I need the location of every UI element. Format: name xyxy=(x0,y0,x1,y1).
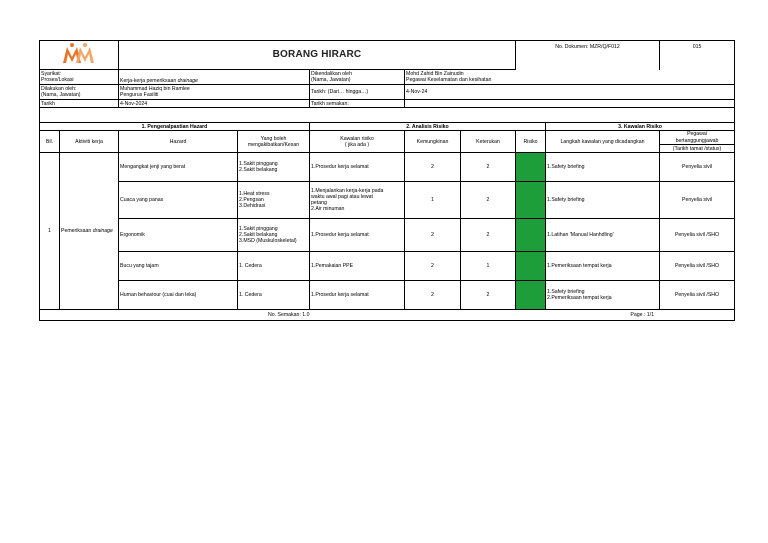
control-line: 1.Menjalankan kerja-kerja pada xyxy=(311,187,384,194)
col-pic-line1: Pegawai xyxy=(687,131,707,138)
likelihood-cell: 2 xyxy=(405,219,461,252)
table-row xyxy=(40,219,735,252)
control-line: waktu awal pagi atau lewat xyxy=(311,194,373,200)
col-pic xyxy=(660,131,735,153)
hirarc-form xyxy=(39,40,734,321)
pic-cell: Penyelia sivil /SHO xyxy=(660,219,735,252)
date-range-value: 4-Nov-24 xyxy=(405,85,735,100)
form-table xyxy=(39,40,735,321)
effect-cell xyxy=(238,153,310,182)
document-number-label: No. Dokumen: MZR/Q/F012 xyxy=(516,41,660,70)
control-line: petang xyxy=(311,200,327,207)
revision-number: No. Semakan: 1.0 xyxy=(40,310,405,321)
company-logo xyxy=(59,41,99,67)
measure-cell xyxy=(546,219,660,252)
done-by-value-cell xyxy=(119,85,310,100)
measure-cell xyxy=(546,252,660,281)
control-cell xyxy=(310,153,405,182)
control-line: 1.Pemakaian PPE xyxy=(311,263,354,270)
effect-cell xyxy=(238,182,310,219)
hazard-cell: Cuaca yang panas xyxy=(119,182,238,219)
form-title: BORANG HIRARC xyxy=(119,41,516,70)
review-date-value xyxy=(405,100,735,108)
col-bil: Bil. xyxy=(40,131,60,153)
company-label: Syarikat: xyxy=(41,71,62,77)
col-likelihood: Kemungkinan xyxy=(405,131,461,153)
risk-cell: 2 xyxy=(516,252,546,281)
pic-cell: Penyelia sivil xyxy=(660,153,735,182)
controlled-by-sub: (Nama, Jawatan) xyxy=(311,77,351,84)
severity-cell: 2 xyxy=(461,281,516,310)
effect-cell xyxy=(238,281,310,310)
col-pic-line2: bertanggungjawab xyxy=(675,137,719,144)
effect-line: 1.Sakit pinggang xyxy=(239,161,278,167)
effect-line: 3.MSD (Muskuloskeletal) xyxy=(239,238,297,245)
measure-line: 1.Safety briefing xyxy=(547,197,585,204)
table-row xyxy=(40,281,735,310)
measure-line: 1.Pemeriksaan tempat kerja xyxy=(547,263,612,270)
col-effect-line1: Yang boleh xyxy=(260,135,287,142)
controlled-by-position: Pegawai Keselamatan dan kesihatan xyxy=(406,77,492,84)
done-by-label: Dilakukan oleh: xyxy=(41,86,77,92)
effect-line: 1. Cedera xyxy=(239,263,262,270)
activity-name-emphasis: drainage xyxy=(92,228,113,235)
risk-cell: 2 xyxy=(516,182,546,219)
controlled-by-name: Mohd Zahid Bin Zainudin xyxy=(406,71,464,77)
table-row xyxy=(40,153,735,182)
measure-cell xyxy=(546,281,660,310)
control-line: 1.Prosedur kerja selamat xyxy=(311,292,369,299)
effect-line: 3.Dehidrasi xyxy=(239,203,266,210)
col-effect-line2: mengakibatkan/Kesan xyxy=(247,141,300,148)
severity-cell: 2 xyxy=(461,182,516,219)
control-cell xyxy=(310,182,405,219)
hazard-cell: Bucu yang tajam xyxy=(119,252,238,281)
logo-cell xyxy=(40,41,119,70)
done-by-label-cell xyxy=(40,85,119,100)
measure-line: 2.Pemeriksaan tempat kerja xyxy=(547,295,612,302)
process-value-text: Kerja-kerja pemeriksaan xyxy=(120,78,178,84)
controlled-by-label-cell xyxy=(310,70,405,85)
process-label: Proses/Lokasi xyxy=(41,77,74,84)
company-label-cell xyxy=(40,70,119,85)
severity-cell: 2 xyxy=(461,153,516,182)
activity-name xyxy=(60,153,119,310)
likelihood-cell: 1 xyxy=(405,182,461,219)
hazard-cell: Ergonomik xyxy=(119,219,238,252)
control-line: 1.Prosedur kerja selamat xyxy=(311,232,369,239)
col-pic-line3: (Tarikh tamat /status) xyxy=(660,144,734,152)
section-risk-analysis: 2. Analisis Risiko xyxy=(310,123,546,131)
risk-cell: 4 xyxy=(516,219,546,252)
done-by-sub: (Nama, Jawatan) xyxy=(41,92,81,99)
section-risk-control: 3. Kawalan Risiko xyxy=(546,123,735,131)
measure-line: 1.Safety briefing xyxy=(547,289,585,295)
measure-line: 1.Latihan 'Manual Hanhdling' xyxy=(547,232,614,239)
control-cell xyxy=(310,281,405,310)
risk-cell: 4 xyxy=(516,281,546,310)
col-effect xyxy=(238,131,310,153)
likelihood-cell: 2 xyxy=(405,281,461,310)
col-hazard: Hazard xyxy=(119,131,238,153)
effect-line: 1.Heat stress xyxy=(239,190,270,197)
effect-line: 2.Pengsan xyxy=(239,197,264,204)
severity-cell: 1 xyxy=(461,252,516,281)
process-value-emphasis: drainage xyxy=(177,78,198,84)
hazard-cell: Mengangkat jenji yang berat xyxy=(119,153,238,182)
spacer-row xyxy=(40,108,735,123)
effect-line: 1.Sakit pinggang xyxy=(239,225,278,232)
col-measures: Langkah kawalan yang dicadangkan xyxy=(546,131,660,153)
done-by-name: Muhammad Haziq bin Ramlee xyxy=(120,86,190,92)
likelihood-cell: 2 xyxy=(405,252,461,281)
process-value xyxy=(119,70,310,85)
hazard-cell: Human behaviour (cuai dan leka) xyxy=(119,281,238,310)
table-row xyxy=(40,252,735,281)
effect-cell xyxy=(238,219,310,252)
pic-cell: Penyelia sivil xyxy=(660,182,735,219)
col-risk: Risiko xyxy=(516,131,546,153)
activity-name-text: Pemeriksaan xyxy=(61,228,93,235)
effect-cell xyxy=(238,252,310,281)
activity-number: 1 xyxy=(40,153,60,310)
col-activity: Aktiviti kerja xyxy=(60,131,119,153)
measure-line: 1.Safety briefing xyxy=(547,164,585,171)
control-line: 2.Air minuman xyxy=(311,206,345,213)
col-control-line1: Kawalan risiko xyxy=(340,135,374,142)
col-control-line2: ( jika ada ) xyxy=(344,141,370,148)
effect-line: 1. Cedera xyxy=(239,292,262,299)
date-range-label: Tarikh: (Dari… hingga…) xyxy=(310,85,405,100)
page-number: Page : 1/1 xyxy=(405,310,735,321)
review-date-label: Tarikh semakan: xyxy=(310,100,405,108)
severity-cell: 2 xyxy=(461,219,516,252)
pic-cell: Penyelia sivil /SHO xyxy=(660,281,735,310)
controlled-by-value-cell xyxy=(405,70,735,85)
risk-cell: 4 xyxy=(516,153,546,182)
pic-cell: Penyelia sivil /SHO xyxy=(660,252,735,281)
table-row xyxy=(40,182,735,219)
effect-line: 2.Sakit belakang xyxy=(239,232,278,239)
controlled-by-label: Dikendalikan oleh xyxy=(311,71,352,77)
date-value: 4-Nov-2024 xyxy=(119,100,310,108)
control-cell xyxy=(310,219,405,252)
control-cell xyxy=(310,252,405,281)
date-label: Tarikh xyxy=(40,100,119,108)
col-control xyxy=(310,131,405,153)
likelihood-cell: 2 xyxy=(405,153,461,182)
effect-line: 2.Sakit belakang xyxy=(239,167,278,174)
control-line: 1.Prosedur kerja selamat xyxy=(311,164,369,171)
section-hazard-identification: 1. Pengenalpastian Hazard xyxy=(40,123,310,131)
col-severity: Keterukan xyxy=(461,131,516,153)
done-by-position: Pengurus Fasiliti xyxy=(120,92,159,99)
measure-cell xyxy=(546,153,660,182)
measure-cell xyxy=(546,182,660,219)
document-number-value: 015 xyxy=(660,41,735,70)
